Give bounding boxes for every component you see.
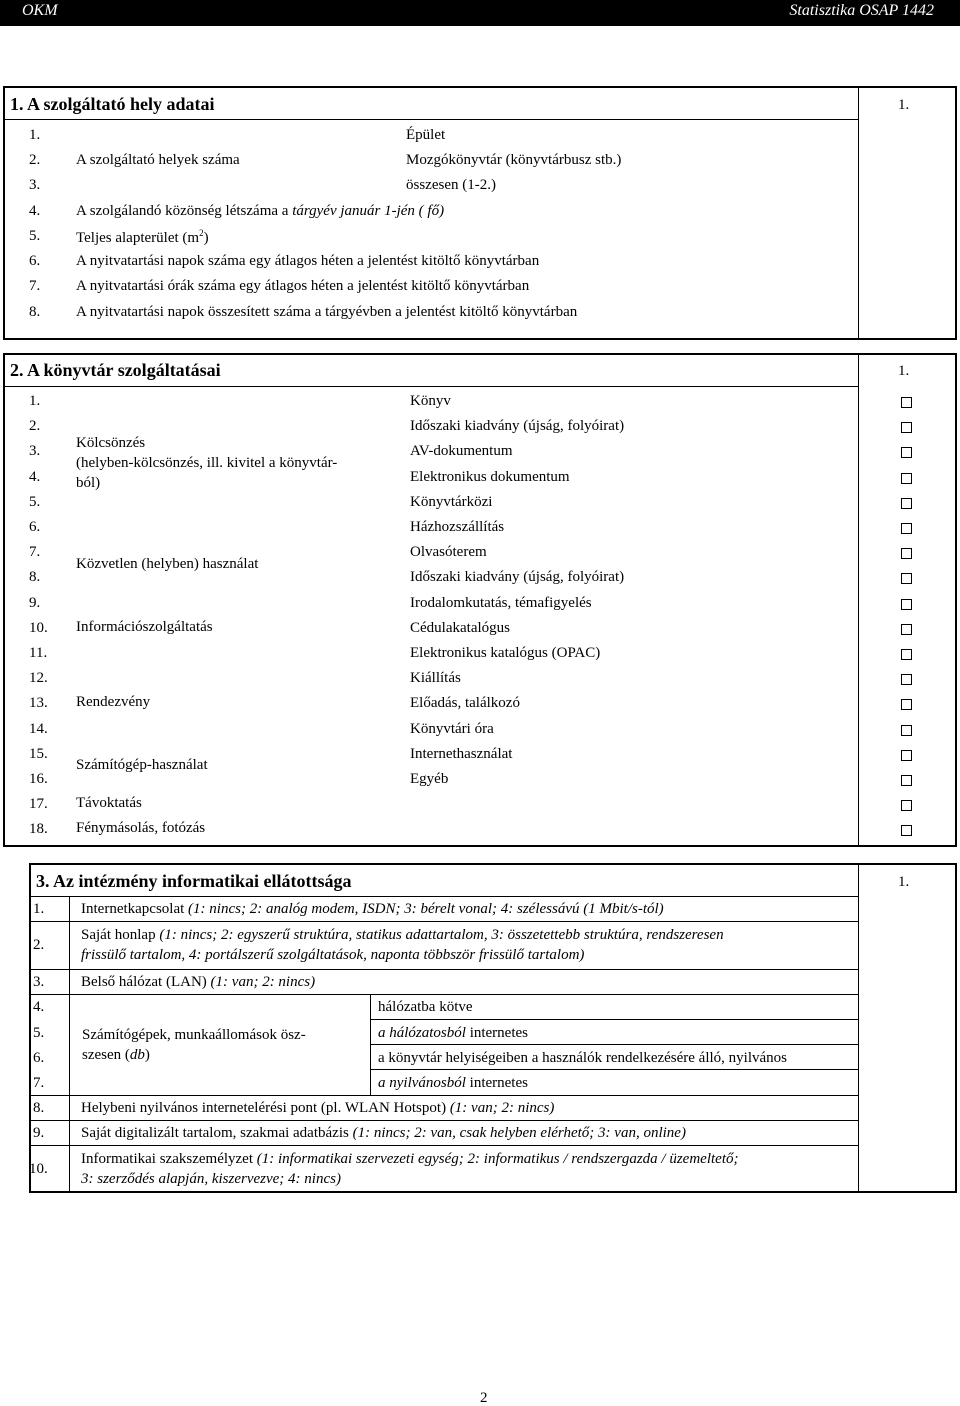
row-num: 1. bbox=[29, 393, 41, 409]
row-num: 15. bbox=[29, 746, 48, 762]
row-num: 7. bbox=[29, 544, 41, 560]
service-label: Elektronikus dokumentum bbox=[410, 469, 570, 485]
header-left: OKM bbox=[22, 2, 58, 19]
row-label: A nyitvatartási órák száma egy átlagos héten a jelentést kitöltő könyvtárban bbox=[76, 278, 530, 294]
section1-col-divider bbox=[858, 86, 859, 340]
service-checkbox[interactable] bbox=[901, 447, 912, 458]
row-num: 1. bbox=[29, 127, 41, 143]
page-number: 2 bbox=[480, 1390, 488, 1406]
row-sub: a könyvtár helyiségeiben a használók rendelkezésére álló, nyilvános bbox=[378, 1050, 788, 1066]
service-checkbox[interactable] bbox=[901, 775, 912, 786]
row-num: 3. bbox=[33, 974, 45, 990]
row-label: Belső hálózat (LAN) (1: van; 2: nincs) bbox=[81, 974, 316, 990]
service-checkbox[interactable] bbox=[901, 800, 912, 811]
service-checkbox[interactable] bbox=[901, 699, 912, 710]
row-num: 5. bbox=[33, 1025, 45, 1041]
service-label: Olvasóterem bbox=[410, 544, 487, 560]
row-num: 10. bbox=[29, 620, 48, 636]
service-label: Könyv bbox=[410, 393, 451, 409]
service-label: Könyvtári óra bbox=[410, 721, 494, 737]
service-label: Egyéb bbox=[410, 771, 449, 787]
row-num: 7. bbox=[33, 1075, 45, 1091]
row-label: Internetkapcsolat (1: nincs; 2: analóg modem, ISDN; 3: bérelt vonal; 4: szélessávú (1 Mbit/s-tól) bbox=[81, 901, 664, 917]
section1-col-header: 1. bbox=[898, 97, 910, 113]
row-label: Teljes alapterület $(m^2)$ bbox=[76, 228, 209, 246]
service-label: Előadás, találkozó bbox=[410, 695, 520, 711]
service-checkbox[interactable] bbox=[901, 649, 912, 660]
row-label: frissülő tartalom, 4: portálszerű szolgáltatások, naponta többször frissülő tartalom) bbox=[81, 947, 585, 963]
row-num: 11. bbox=[29, 645, 48, 661]
row-num: 5. bbox=[29, 494, 41, 510]
group-label: ból) bbox=[76, 475, 101, 491]
row-sub: összesen (1-2.) bbox=[406, 177, 496, 193]
service-checkbox[interactable] bbox=[901, 750, 912, 761]
service-label: Időszaki kiadvány (újság, folyóirat) bbox=[410, 418, 625, 434]
group-label: Információszolgáltatás bbox=[76, 619, 213, 635]
group-label: Számítógép-használat bbox=[76, 757, 208, 773]
section3-title: 3. Az intézmény informatikai ellátottsága bbox=[36, 871, 352, 891]
service-label: Könyvtárközi bbox=[410, 494, 493, 510]
row-num: 2. bbox=[33, 937, 45, 953]
service-checkbox[interactable] bbox=[901, 548, 912, 559]
service-label: Irodalomkutatás, témafigyelés bbox=[410, 595, 592, 611]
row-sub: Épület bbox=[406, 127, 446, 143]
service-checkbox[interactable] bbox=[901, 422, 912, 433]
row-num: 4. bbox=[33, 999, 45, 1015]
row-sub: a nyilvánosból internetes bbox=[378, 1075, 528, 1091]
service-checkbox[interactable] bbox=[901, 473, 912, 484]
row-num: 4. bbox=[29, 469, 41, 485]
row-label: Saját honlap (1: nincs; 2: egyszerű struktúra, statikus adattartalom, 3: összetettebb struktúra, rendszeresen bbox=[81, 927, 724, 943]
row-num: 6. bbox=[29, 519, 41, 535]
service-checkbox[interactable] bbox=[901, 725, 912, 736]
row-label: A szolgálandó közönség létszáma a tárgyév január 1-jén ( fő) bbox=[76, 203, 445, 219]
service-label: Elektronikus katalógus (OPAC) bbox=[410, 645, 601, 661]
row-num: 13. bbox=[29, 695, 48, 711]
section1-title: 1. A szolgáltató hely adatai bbox=[10, 94, 215, 114]
group-label: Fénymásolás, fotózás bbox=[76, 820, 206, 836]
row-sub: Mozgókönyvtár (könyvtárbusz stb.) bbox=[406, 152, 622, 168]
row-num: 10. bbox=[29, 1161, 48, 1177]
group-label: Számítógépek, munkaállomások ösz- bbox=[82, 1027, 306, 1043]
group-label: Távoktatás bbox=[76, 795, 142, 811]
service-label: Cédulakatalógus bbox=[410, 620, 510, 636]
row-label: Saját digitalizált tartalom, szakmai adatbázis (1: nincs; 2: van, csak helyben elérhető; 3: van, online) bbox=[81, 1125, 686, 1141]
row-label: A nyitvatartási napok összesített száma a tárgyévben a jelentést kitöltő könyvtárban bbox=[76, 304, 578, 320]
row-num: 6. bbox=[33, 1050, 45, 1066]
row-num: 8. bbox=[29, 569, 41, 585]
header-right: Statisztika OSAP 1442 bbox=[789, 2, 934, 19]
row-num: 14. bbox=[29, 721, 48, 737]
row-sub: a hálózatosból internetes bbox=[378, 1025, 528, 1041]
row-label: A szolgáltató helyek száma bbox=[76, 152, 240, 168]
service-checkbox[interactable] bbox=[901, 825, 912, 836]
row-num: 8. bbox=[33, 1100, 45, 1116]
service-label: AV-dokumentum bbox=[410, 443, 513, 459]
row-num: 8. bbox=[29, 304, 41, 320]
row-num: 4. bbox=[29, 203, 41, 219]
row-num: 3. bbox=[29, 177, 41, 193]
service-checkbox[interactable] bbox=[901, 498, 912, 509]
row-num: 6. bbox=[29, 253, 41, 269]
section2-col-header: 1. bbox=[898, 363, 910, 379]
page-header bbox=[0, 0, 960, 26]
group-label: Közvetlen (helyben) használat bbox=[76, 556, 259, 572]
row-num: 18. bbox=[29, 821, 48, 837]
row-num: 9. bbox=[29, 595, 41, 611]
service-label: Házhozszállítás bbox=[410, 519, 505, 535]
row-num: 3. bbox=[29, 443, 41, 459]
group-label: (helyben-kölcsönzés, ill. kivitel a könyvtár- bbox=[76, 455, 338, 471]
row-num: 12. bbox=[29, 670, 48, 686]
row-num: 9. bbox=[33, 1125, 45, 1141]
row-num: 16. bbox=[29, 771, 48, 787]
row-num: 7. bbox=[29, 278, 41, 294]
row-num: 5. bbox=[29, 228, 41, 244]
row-num: 2. bbox=[29, 418, 41, 434]
service-checkbox[interactable] bbox=[901, 523, 912, 534]
section3-col-header: 1. bbox=[898, 874, 910, 890]
row-label: Helybeni nyilvános internetelérési pont (pl. WLAN Hotspot) (1: van; 2: nincs) bbox=[81, 1100, 555, 1116]
service-checkbox[interactable] bbox=[901, 397, 912, 408]
section2-title: 2. A könyvtár szolgáltatásai bbox=[10, 360, 221, 380]
service-label: Internethasználat bbox=[410, 746, 513, 762]
group-label: szesen (db) bbox=[82, 1047, 150, 1063]
service-checkbox[interactable] bbox=[901, 674, 912, 685]
row-num: 2. bbox=[29, 152, 41, 168]
row-label: 3: szerződés alapján, kiszervezve; 4: nincs) bbox=[81, 1171, 341, 1187]
service-checkbox[interactable] bbox=[901, 599, 912, 610]
row-sub: hálózatba kötve bbox=[378, 999, 473, 1015]
service-checkbox[interactable] bbox=[901, 624, 912, 635]
service-label: Kiállítás bbox=[410, 670, 461, 686]
group-label: Kölcsönzés bbox=[76, 435, 146, 451]
service-label: Időszaki kiadvány (újság, folyóirat) bbox=[410, 569, 625, 585]
row-num: 17. bbox=[29, 796, 48, 812]
row-num: 1. bbox=[33, 901, 45, 917]
group-label: Rendezvény bbox=[76, 694, 151, 710]
row-label: A nyitvatartási napok száma egy átlagos héten a jelentést kitöltő könyvtárban bbox=[76, 253, 540, 269]
service-checkbox[interactable] bbox=[901, 573, 912, 584]
row-label: Informatikai szakszemélyzet (1: informatikai szervezeti egység; 2: informatikus / rendszergazda / üzemeltető; bbox=[81, 1151, 739, 1167]
